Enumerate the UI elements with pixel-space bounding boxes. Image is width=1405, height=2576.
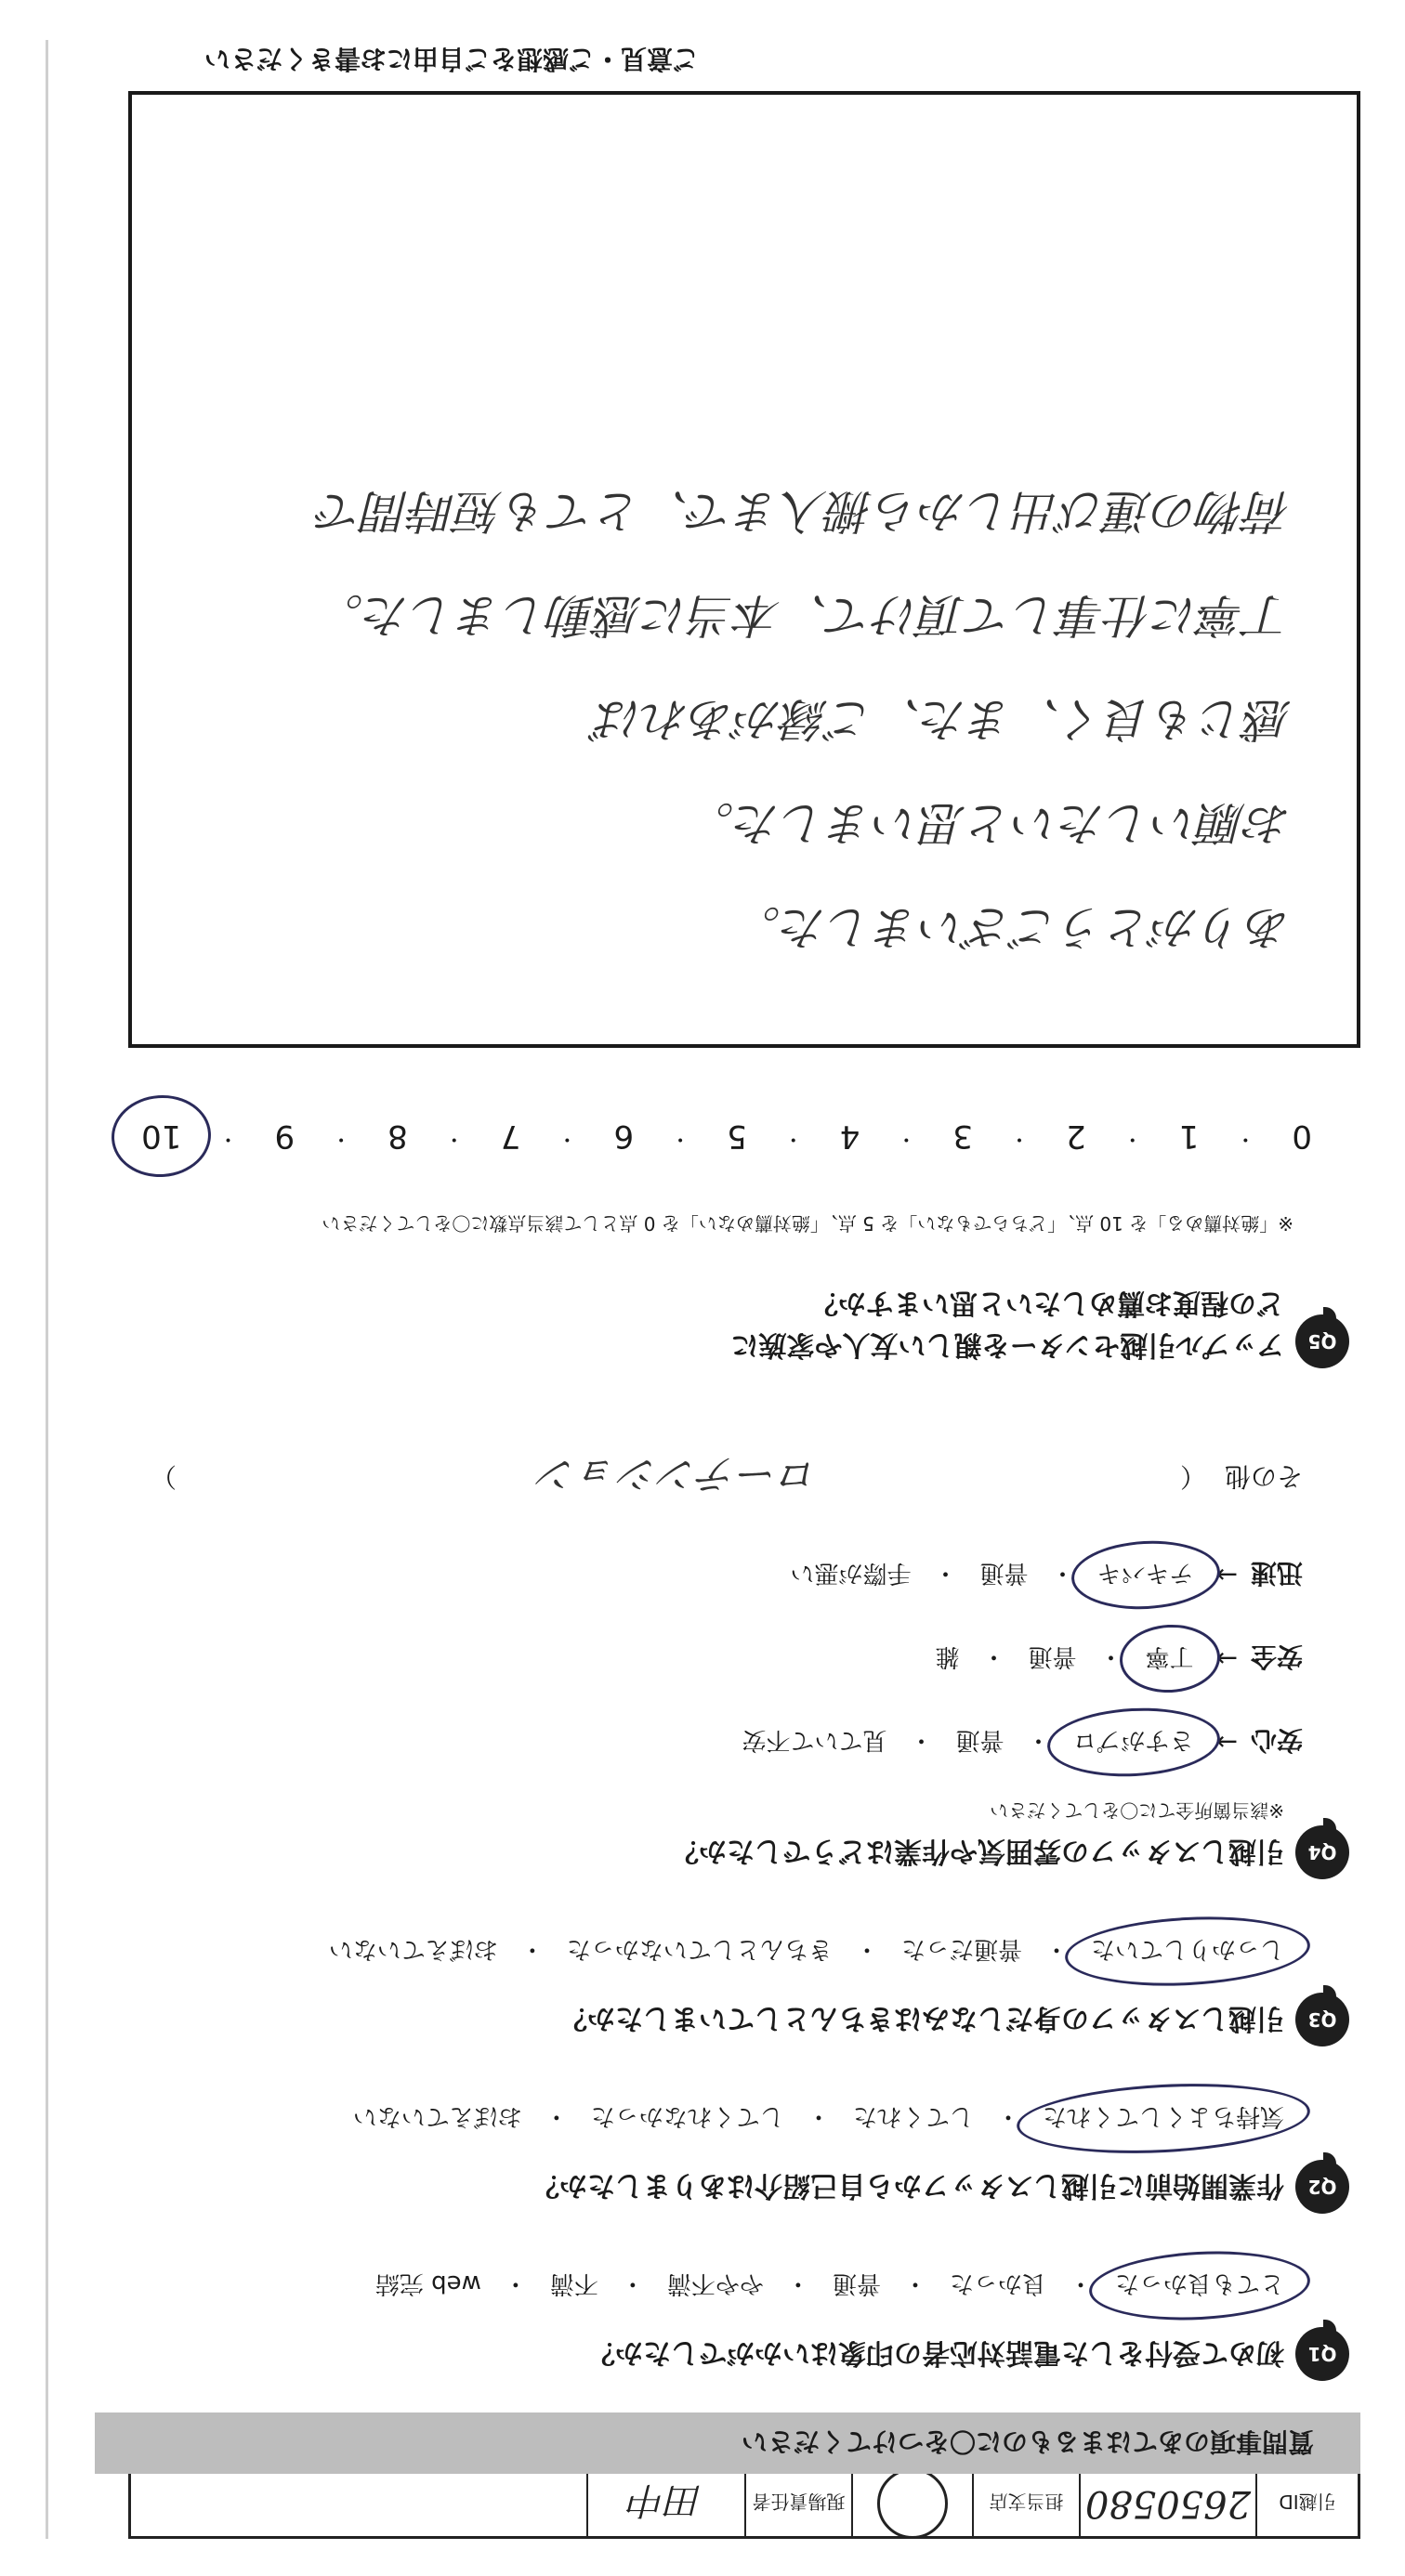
- q1-opt-1[interactable]: 良かった: [949, 2269, 1046, 2297]
- instructions-banner: 質問事項のあてはまるものに〇をつけてください: [95, 2413, 1360, 2474]
- leader-value: 田中: [586, 2471, 744, 2536]
- id-value: 2650580: [1079, 2471, 1255, 2536]
- q5-note: ※「絶対薦める」を 10 点、「どちらでもない」を 5 点、「絶対薦めない」を 0 点として該当点数に〇をしてください: [322, 1212, 1293, 1235]
- q4-other-row: [151, 1448, 1303, 1508]
- comment-line: 荷物の運び出しから搬入まで、とても短時間で: [317, 484, 1292, 538]
- q3-opt-1[interactable]: 普通だった: [900, 1935, 1022, 1963]
- q4-safety-opt-2[interactable]: 雑: [935, 1642, 960, 1670]
- scale-5[interactable]: 5: [727, 1118, 747, 1155]
- q2-opt-3[interactable]: おぼえていない: [352, 2102, 522, 2130]
- q4-safety-opt-0[interactable]: 丁寧: [1136, 1638, 1203, 1680]
- comment-label: ご意見・ご感想をご自由にお書きください: [204, 44, 699, 74]
- q1-opt-0[interactable]: とても良かった: [1106, 2265, 1293, 2307]
- scale-9[interactable]: 9: [274, 1118, 295, 1155]
- q1-opt-3[interactable]: やや不満: [666, 2269, 764, 2297]
- q1-text: 初めて受付をした電話対応者の印象はいかがでしたか？: [587, 2336, 1284, 2369]
- q3-text: 引越しスタッフの身だしなみはきちんとしていましたか？: [559, 2002, 1284, 2034]
- q4-row-trust: 安心 → さすがプロ ・ 普通 ・ 見ていて不安: [732, 1721, 1303, 1763]
- scale-dot: ・: [782, 1127, 804, 1150]
- comment-line: 丁寧に仕事して頂けて、本当に感動しました。: [317, 588, 1292, 642]
- q2-opt-1[interactable]: してくれた: [852, 2102, 974, 2130]
- q4-trust-opt-0[interactable]: さすがプロ: [1064, 1721, 1203, 1763]
- q3-opt-3[interactable]: おぼえていない: [328, 1935, 498, 1963]
- branch-stamp-cell: [851, 2471, 972, 2536]
- q1-icon: Q1: [1295, 2327, 1349, 2381]
- arrow-icon: →: [1215, 1727, 1238, 1758]
- q4-note: ※該当箇所全てに〇をしてください: [990, 1799, 1284, 1822]
- q4-other-label: その他: [1224, 1461, 1303, 1492]
- q2-opt-0[interactable]: 気持ちよくしてくれた: [1033, 2098, 1293, 2139]
- q2-opt-2[interactable]: してくれなかった: [590, 2102, 784, 2130]
- arrow-icon: →: [1215, 1643, 1238, 1674]
- branch-stamp: [877, 2468, 948, 2539]
- q4-other-open: （: [1179, 1461, 1206, 1492]
- q1-options: とても良かった ・ 良かった ・ 普通 ・ やや不満 ・ 不満 ・ web 完結: [366, 2265, 1293, 2307]
- q4-speed-opt-2[interactable]: 手際が悪い: [790, 1559, 912, 1587]
- comment-line: お願いしたいと思いました。: [688, 796, 1292, 850]
- q4-other-close: ）: [151, 1461, 177, 1492]
- q4-text: 引越しスタッフの雰囲気や作業はどうでしたか？: [671, 1835, 1284, 1867]
- scale-dot: ・: [670, 1127, 691, 1150]
- q3-icon: Q3: [1295, 1993, 1349, 2046]
- q4-trust-opt-2[interactable]: 見ていて不安: [742, 1726, 887, 1754]
- q2-text: 作業開始前に引越しスタッフから自己紹介はありましたか？: [532, 2169, 1284, 2202]
- q2-options: 気持ちよくしてくれた ・ してくれた ・ してくれなかった ・ おぼえていない: [344, 2098, 1293, 2139]
- q4-row-safety: 安全 → 丁寧 ・ 普通 ・ 雑: [926, 1638, 1303, 1680]
- scale-dot: ・: [896, 1127, 917, 1150]
- leader-label: 現場責任者: [744, 2471, 851, 2536]
- comment-box: [128, 91, 1360, 1048]
- scale-dot: ・: [1009, 1127, 1031, 1150]
- scale-dot: ・: [557, 1127, 578, 1150]
- q4-icon: Q4: [1295, 1825, 1349, 1879]
- q4-speed-opt-1[interactable]: 普通: [979, 1559, 1029, 1587]
- scale-dot: ・: [1235, 1127, 1256, 1150]
- q4-other-value[interactable]: ローテンション: [537, 1450, 820, 1497]
- q5-text-line2: どの程度お薦めしたいと思いますか？: [810, 1287, 1284, 1319]
- q3-options: しっかりしていた ・ 普通だった ・ きちんとしていなかった ・ おぼえていない: [320, 1930, 1293, 1972]
- q2-icon: Q2: [1295, 2160, 1349, 2214]
- scale-1[interactable]: 1: [1178, 1118, 1200, 1155]
- comment-line: 感じも良く、また、ご縁があれば: [596, 692, 1292, 746]
- scale-4[interactable]: 4: [839, 1118, 860, 1155]
- arrow-icon: →: [1215, 1560, 1238, 1590]
- page-edge-line: [46, 40, 48, 2539]
- scale-dot: ・: [217, 1127, 239, 1150]
- scale-8[interactable]: 8: [387, 1118, 408, 1155]
- q4-row-label: 迅速: [1250, 1558, 1303, 1589]
- q4-row-speed: 迅速 → テキパキ ・ 普通 ・ 手際が悪い: [781, 1554, 1303, 1596]
- comment-line: ありがとうございました。: [734, 900, 1292, 954]
- q1-opt-2[interactable]: 普通: [832, 2269, 881, 2297]
- id-label: 引越ID: [1255, 2471, 1358, 2536]
- q3-opt-2[interactable]: きちんとしていなかった: [566, 1935, 833, 1963]
- scale-dot: ・: [443, 1127, 465, 1150]
- scale-6[interactable]: 6: [613, 1118, 635, 1155]
- q4-trust-opt-1[interactable]: 普通: [955, 1726, 1005, 1754]
- branch-label: 担当支店: [972, 2471, 1079, 2536]
- q4-row-label: 安全: [1250, 1641, 1303, 1673]
- scale-7[interactable]: 7: [500, 1118, 521, 1155]
- q4-safety-opt-1[interactable]: 普通: [1028, 1642, 1077, 1670]
- header-table: [128, 2468, 1360, 2539]
- scale-0[interactable]: 0: [1292, 1118, 1312, 1155]
- q4-row-label: 安心: [1250, 1725, 1303, 1757]
- comment-handwriting: [197, 459, 1292, 979]
- scale-2[interactable]: 2: [1066, 1118, 1086, 1155]
- scale-3[interactable]: 3: [952, 1118, 974, 1155]
- q5-text-line1: アップル引越センターを親しい友人や家族に: [730, 1328, 1284, 1361]
- scale-10-selected[interactable]: 10: [141, 1118, 182, 1155]
- recommend-scale: [141, 1118, 1312, 1155]
- scale-dot: ・: [1122, 1127, 1143, 1150]
- q5-icon: Q5: [1295, 1314, 1349, 1368]
- q1-opt-5[interactable]: web 完結: [374, 2269, 481, 2297]
- q3-opt-0[interactable]: しっかりしていた: [1082, 1930, 1293, 1972]
- scale-dot: ・: [331, 1127, 352, 1150]
- q4-speed-opt-0[interactable]: テキパキ: [1088, 1554, 1203, 1596]
- q1-opt-4[interactable]: 不満: [549, 2269, 598, 2297]
- header-blank: [131, 2471, 586, 2536]
